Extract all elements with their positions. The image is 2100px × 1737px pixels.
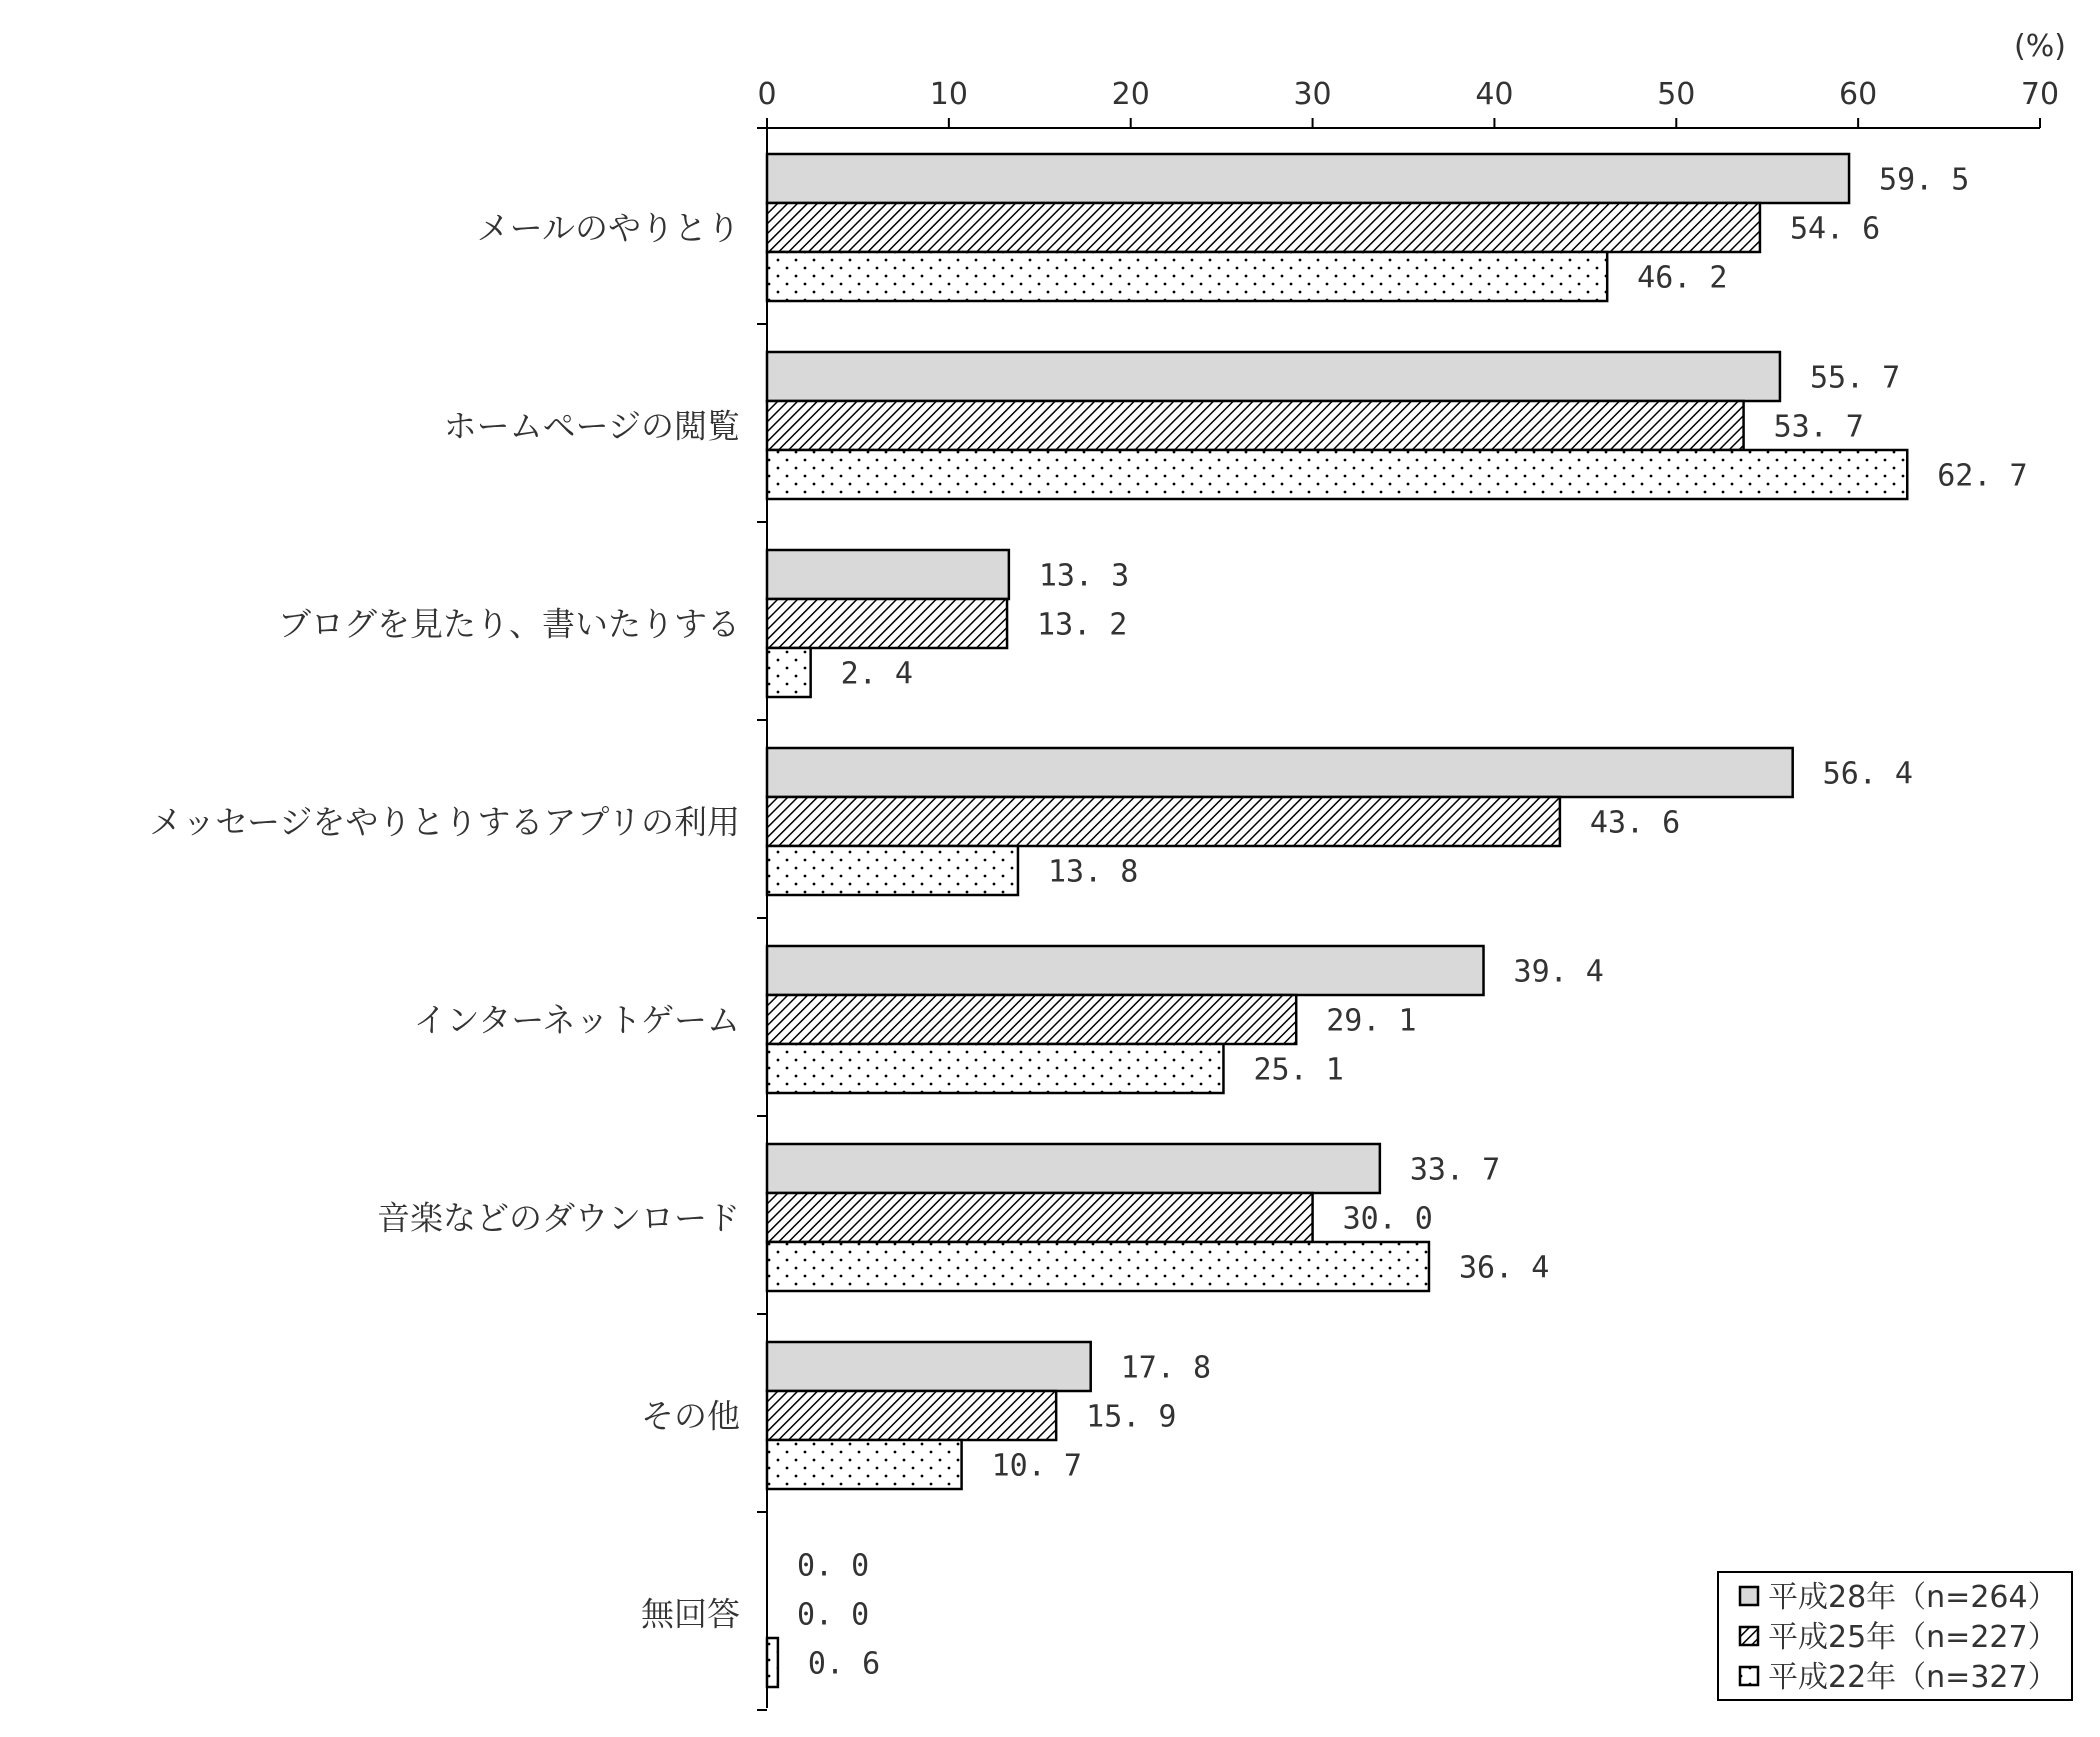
- legend-swatch: [1740, 1627, 1758, 1645]
- bar: [767, 252, 1607, 301]
- data-label: 62. 7: [1937, 458, 2028, 494]
- data-label: 29. 1: [1326, 1003, 1417, 1039]
- data-label: 43. 6: [1589, 805, 1681, 841]
- bar: [767, 401, 1744, 450]
- x-tick-label: 30: [1293, 77, 1332, 112]
- bar: [767, 995, 1296, 1044]
- bar: [767, 1044, 1223, 1093]
- category-label: その他: [641, 1396, 740, 1436]
- bar: [767, 599, 1007, 648]
- category-label: メールのやりとり: [476, 208, 740, 248]
- legend-label: 平成25年（n=227）: [1768, 1620, 2058, 1655]
- bar: [767, 1144, 1380, 1193]
- category-label: 音楽などのダウンロード: [377, 1198, 740, 1238]
- data-label: 2. 4: [840, 656, 913, 692]
- bar: [767, 1391, 1056, 1440]
- data-label: 46. 2: [1637, 260, 1728, 296]
- bar: [767, 154, 1849, 203]
- bar: [767, 1342, 1091, 1391]
- unit-label: (%): [2014, 29, 2066, 64]
- bar: [767, 450, 1907, 499]
- bar: [767, 1440, 962, 1489]
- category-label: インターネットゲーム: [413, 1000, 740, 1040]
- legend-swatch: [1740, 1587, 1758, 1605]
- x-tick-label: 50: [1657, 77, 1696, 112]
- data-label: 53. 7: [1773, 409, 1864, 445]
- data-label: 13. 3: [1038, 558, 1130, 594]
- data-label: 25. 1: [1253, 1052, 1344, 1088]
- category-label: ホームページの閲覧: [443, 406, 740, 446]
- data-label: 13. 2: [1037, 607, 1128, 643]
- bar: [767, 1242, 1429, 1291]
- x-tick-label: 10: [929, 77, 968, 112]
- data-label: 10. 7: [991, 1448, 1082, 1484]
- data-label: 15. 9: [1086, 1399, 1177, 1435]
- x-tick-label: 40: [1475, 77, 1514, 112]
- data-label: 54. 6: [1789, 211, 1881, 247]
- bar: [767, 846, 1018, 895]
- data-label: 0. 6: [807, 1646, 881, 1682]
- bar: [767, 946, 1484, 995]
- x-tick-label: 60: [1839, 77, 1878, 112]
- data-label: 33. 7: [1409, 1152, 1501, 1188]
- bar: [767, 797, 1560, 846]
- category-label: メッセージをやりとりするアプリの利用: [149, 802, 740, 842]
- bar: [767, 1638, 778, 1687]
- x-tick-label: 0: [757, 77, 777, 112]
- data-label: 13. 8: [1047, 854, 1139, 890]
- x-tick-label: 70: [2020, 77, 2060, 112]
- bar: [767, 648, 811, 697]
- data-label: 56. 4: [1822, 756, 1913, 792]
- bar: [767, 352, 1780, 401]
- data-label: 36. 4: [1458, 1250, 1550, 1286]
- bar: [767, 203, 1760, 252]
- category-label: ブログを見たり、書いたりする: [278, 604, 740, 644]
- data-label: 30. 0: [1342, 1201, 1433, 1237]
- data-label: 17. 8: [1120, 1350, 1212, 1386]
- legend-swatch: [1740, 1667, 1758, 1685]
- data-label: 0. 0: [797, 1548, 870, 1584]
- data-label: 55. 7: [1809, 360, 1901, 396]
- legend-label: 平成28年（n=264）: [1768, 1580, 2058, 1615]
- data-label: 59. 5: [1879, 162, 1970, 198]
- data-label: 0. 0: [797, 1597, 870, 1633]
- bar: [767, 748, 1793, 797]
- bar: [767, 1193, 1313, 1242]
- bar: [767, 550, 1009, 599]
- data-label: 39. 4: [1513, 954, 1604, 990]
- legend-label: 平成22年（n=327）: [1768, 1660, 2058, 1695]
- category-label: 無回答: [641, 1594, 740, 1634]
- x-tick-label: 20: [1111, 77, 1150, 112]
